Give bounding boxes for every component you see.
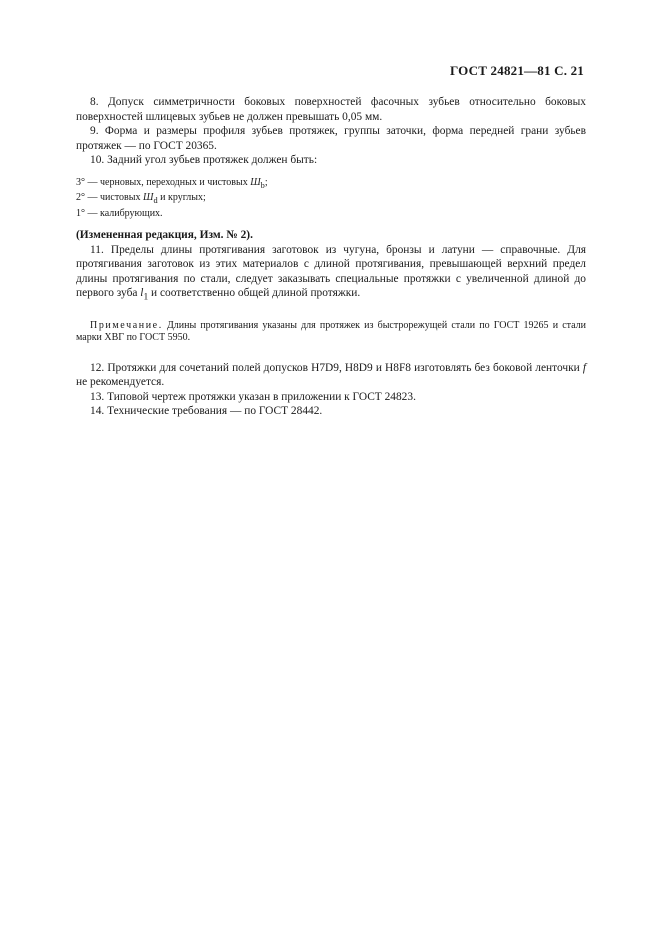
symbol-l: l bbox=[140, 287, 144, 299]
paragraph-item-13: 13. Типовой чертеж протяжки указан в приложении к ГОСТ 24823. bbox=[90, 390, 416, 403]
angle-text-1: 3° — черновых, переходных и чистовых bbox=[76, 176, 251, 188]
paragraph-item-12 bbox=[76, 361, 586, 390]
angle-list bbox=[76, 177, 586, 221]
page-header: ГОСТ 24821—81 С. 21 bbox=[450, 63, 584, 78]
item-12-text-a: 12. Протяжки для сочетаний полей допусков H7D9, H8D9 и H8F8 изготовлять без боковой ленточки bbox=[90, 361, 583, 374]
paragraph-item-10: 10. Задний угол зубьев протяжек должен быть: bbox=[90, 154, 318, 166]
angle-row-1 bbox=[76, 177, 586, 193]
angle-end-1: ; bbox=[264, 176, 268, 188]
paragraph-item-11 bbox=[76, 243, 586, 305]
symbol-sub-d: d bbox=[153, 196, 158, 205]
angle-end-2: и круглых; bbox=[157, 192, 206, 203]
document-body bbox=[76, 95, 586, 419]
paragraph-item-9: 9. Форма и размеры профиля зубьев протяжек, группы заточки, форма передней грани зубьев протяжек — по ГОСТ 20365. bbox=[76, 125, 586, 152]
note-label: Примечание. bbox=[90, 319, 163, 331]
note-paragraph bbox=[76, 320, 586, 345]
amendment-note: (Измененная редакция, Изм. № 2). bbox=[76, 229, 253, 241]
paragraph-item-8: 8. Допуск симметричности боковых поверхностей фасочных зубьев относительно боковых поверхностей шлицевых зубьев не должен превышать 0,05 мм. bbox=[76, 96, 586, 123]
symbol-sub-b: b bbox=[260, 180, 265, 190]
item-11-text-a: 11. Пределы длины протягивания заготовок из чугуна, бронзы и латуни — справочные. Для протягивания заготовок из этих материалов с длиной протягивания, превышающей верхний предел длины протягивания по стали, следует заказывать специальные протяжки с увеличенной длиной до первого зуба bbox=[76, 243, 586, 299]
angle-text-3: 1° — калибрующих. bbox=[76, 207, 163, 219]
item-12-text-b: не рекомендуется. bbox=[76, 376, 165, 389]
angle-text-2: 2° — чистовых bbox=[76, 192, 143, 203]
paragraph-item-14: 14. Технические требования — по ГОСТ 28442. bbox=[90, 405, 323, 418]
angle-row-2 bbox=[76, 192, 586, 208]
symbol-sh-b: Ш bbox=[250, 176, 261, 188]
note-block bbox=[76, 320, 586, 345]
symbol-f: f bbox=[582, 361, 586, 374]
angle-row-3 bbox=[76, 208, 586, 221]
symbol-sh-d: Ш bbox=[143, 192, 154, 203]
symbol-sub-1: 1 bbox=[143, 292, 149, 303]
note-text: Длины протягивания указаны для протяжек из быстрорежущей стали по ГОСТ 19265 и стали марки ХВГ по ГОСТ 5950. bbox=[76, 319, 586, 344]
item-11-text-b: и соответственно общей длиной протяжки. bbox=[148, 287, 361, 299]
